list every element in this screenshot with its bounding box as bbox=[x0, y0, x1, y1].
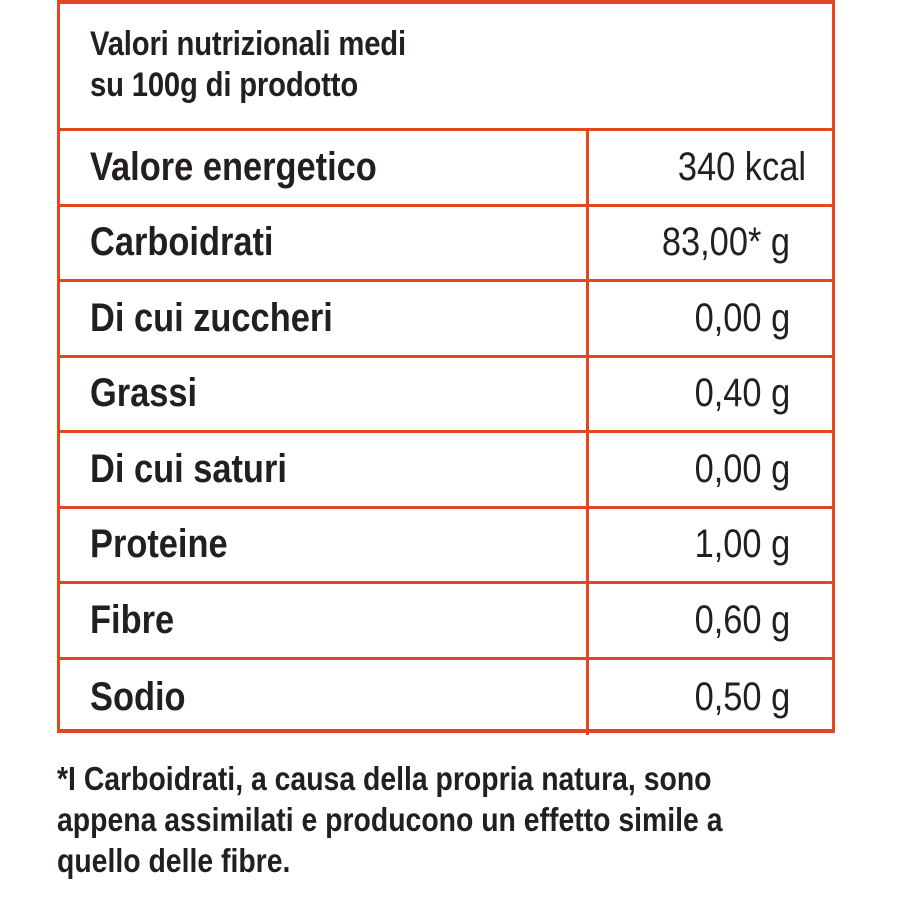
table-row-carbohydrates bbox=[60, 207, 832, 283]
header-line-1: Valori nutrizionali medi bbox=[90, 25, 406, 63]
row-value: 0,00 g bbox=[694, 446, 790, 491]
column-divider bbox=[586, 282, 589, 355]
column-divider bbox=[586, 660, 589, 736]
row-label: Fibre bbox=[90, 597, 175, 642]
table-row-energy bbox=[60, 131, 832, 207]
table-row-fibre bbox=[60, 584, 832, 660]
table-header bbox=[60, 4, 832, 131]
header-line-2: su 100g di prodotto bbox=[90, 66, 359, 104]
row-label: Di cui zuccheri bbox=[90, 295, 333, 340]
column-divider bbox=[586, 131, 589, 204]
row-label: Sodio bbox=[90, 674, 186, 719]
row-value: 0,50 g bbox=[694, 674, 790, 719]
row-label: Carboidrati bbox=[90, 220, 274, 265]
row-label: Valore energetico bbox=[90, 144, 377, 189]
row-value: 0,00 g bbox=[694, 295, 790, 340]
table-row-sodium bbox=[60, 660, 832, 736]
row-value: 83,00* g bbox=[661, 220, 790, 265]
row-label: Proteine bbox=[90, 522, 228, 567]
row-value: 0,60 g bbox=[694, 597, 790, 642]
row-label: Grassi bbox=[90, 371, 198, 416]
footnote-line-2: appena assimilati e producono un effetto simile a bbox=[57, 801, 723, 838]
footnote-line-3: quello delle fibre. bbox=[57, 842, 291, 879]
table-row-proteins bbox=[60, 509, 832, 585]
row-label: Di cui saturi bbox=[90, 446, 287, 491]
column-divider bbox=[586, 207, 589, 280]
nutrition-table bbox=[57, 0, 835, 733]
column-divider bbox=[586, 358, 589, 431]
table-row-fats bbox=[60, 358, 832, 434]
footnote bbox=[57, 758, 797, 881]
column-divider bbox=[586, 433, 589, 506]
footnote-line-1: *I Carboidrati, a causa della propria natura, sono bbox=[57, 760, 712, 797]
column-divider bbox=[586, 584, 589, 657]
table-row-sugars bbox=[60, 282, 832, 358]
row-value: 0,40 g bbox=[694, 371, 790, 416]
table-row-saturated bbox=[60, 433, 832, 509]
row-value: 1,00 g bbox=[694, 522, 790, 567]
column-divider bbox=[586, 509, 589, 582]
row-value: 340 kcal bbox=[677, 144, 806, 189]
